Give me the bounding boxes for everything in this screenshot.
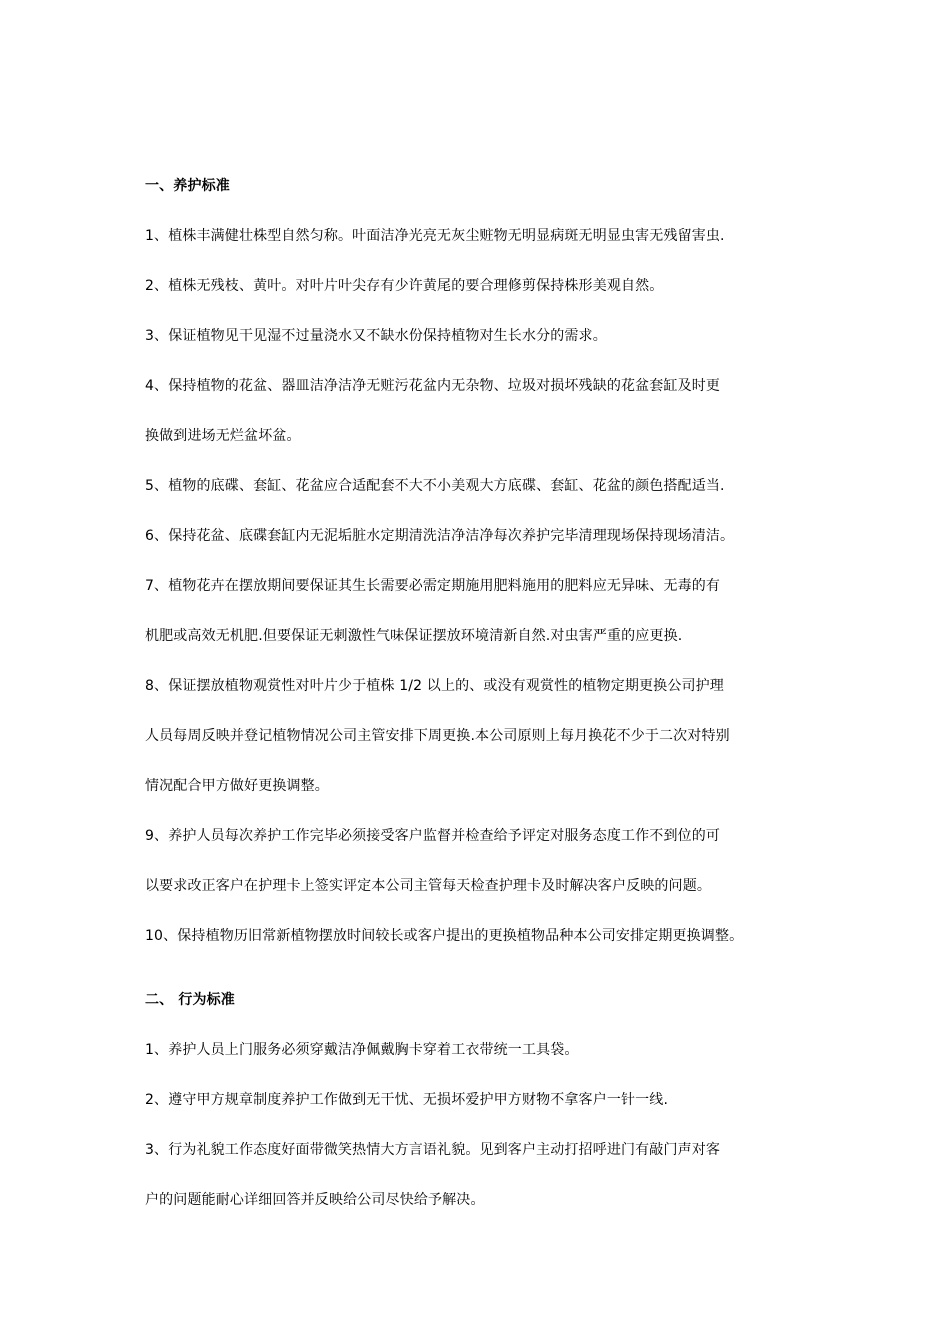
paragraph-line: 10、保持植物历旧常新植物摆放时间较长或客户提出的更换植物品种本公司安排定期更换调整。: [145, 928, 744, 944]
section-heading-behavior-standards: 二、 行为标准: [145, 992, 235, 1008]
paragraph-line: 2、植株无残枝、黄叶。对叶片叶尖存有少许黄尾的要合理修剪保持株形美观自然。: [145, 278, 664, 294]
paragraph-line: 2、遵守甲方规章制度养护工作做到无干忧、无损坏爱护甲方财物不拿客户一针一线.: [145, 1092, 669, 1108]
paragraph-line: 5、植物的底碟、套缸、花盆应合适配套不大不小美观大方底碟、套缸、花盆的颜色搭配适当.: [145, 478, 725, 494]
paragraph-line: 7、植物花卉在摆放期间要保证其生长需要必需定期施用肥料施用的肥料应无异味、无毒的有: [145, 578, 721, 594]
paragraph-line: 4、保持植物的花盆、器皿洁净洁净无赃污花盆内无杂物、垃圾对损坏残缺的花盆套缸及时更: [145, 378, 721, 394]
paragraph-line: 3、保证植物见干见湿不过量浇水又不缺水份保持植物对生长水分的需求。: [145, 328, 607, 344]
paragraph-line: 6、保持花盆、底碟套缸内无泥垢脏水定期清洗洁净洁净每次养护完毕清理现场保持现场清洁。: [145, 528, 735, 544]
section-heading-care-standards: 一、养护标准: [145, 178, 230, 194]
paragraph-line: 8、保证摆放植物观赏性对叶片少于植株 1/2 以上的、或没有观赏性的植物定期更换公司护理: [145, 678, 724, 694]
paragraph-line: 9、养护人员每次养护工作完毕必须接受客户监督并检查给予评定对服务态度工作不到位的可: [145, 828, 721, 844]
paragraph-line: 以要求改正客户在护理卡上签实评定本公司主管每天检查护理卡及时解决客户反映的问题。: [145, 878, 711, 894]
paragraph-line: 换做到进场无烂盆坏盆。: [145, 428, 301, 444]
paragraph-line: 1、植株丰满健壮株型自然匀称。叶面洁净光亮无灰尘赃物无明显病斑无明显虫害无残留害虫.: [145, 228, 725, 244]
paragraph-line: 户的问题能耐心详细回答并反映给公司尽快给予解决。: [145, 1192, 485, 1208]
paragraph-line: 情况配合甲方做好更换调整。: [145, 778, 329, 794]
paragraph-line: 3、行为礼貌工作态度好面带微笑热情大方言语礼貌。见到客户主动打招呼进门有敲门声对客: [145, 1142, 721, 1158]
paragraph-line: 机肥或高效无机肥.但要保证无刺激性气味保证摆放环境清新自然.对虫害严重的应更换.: [145, 628, 683, 644]
paragraph-line: 人员每周反映并登记植物情况公司主管安排下周更换.本公司原则上每月换花不少于二次对特别: [145, 728, 730, 744]
paragraph-line: 1、养护人员上门服务必须穿戴洁净佩戴胸卡穿着工衣带统一工具袋。: [145, 1042, 579, 1058]
